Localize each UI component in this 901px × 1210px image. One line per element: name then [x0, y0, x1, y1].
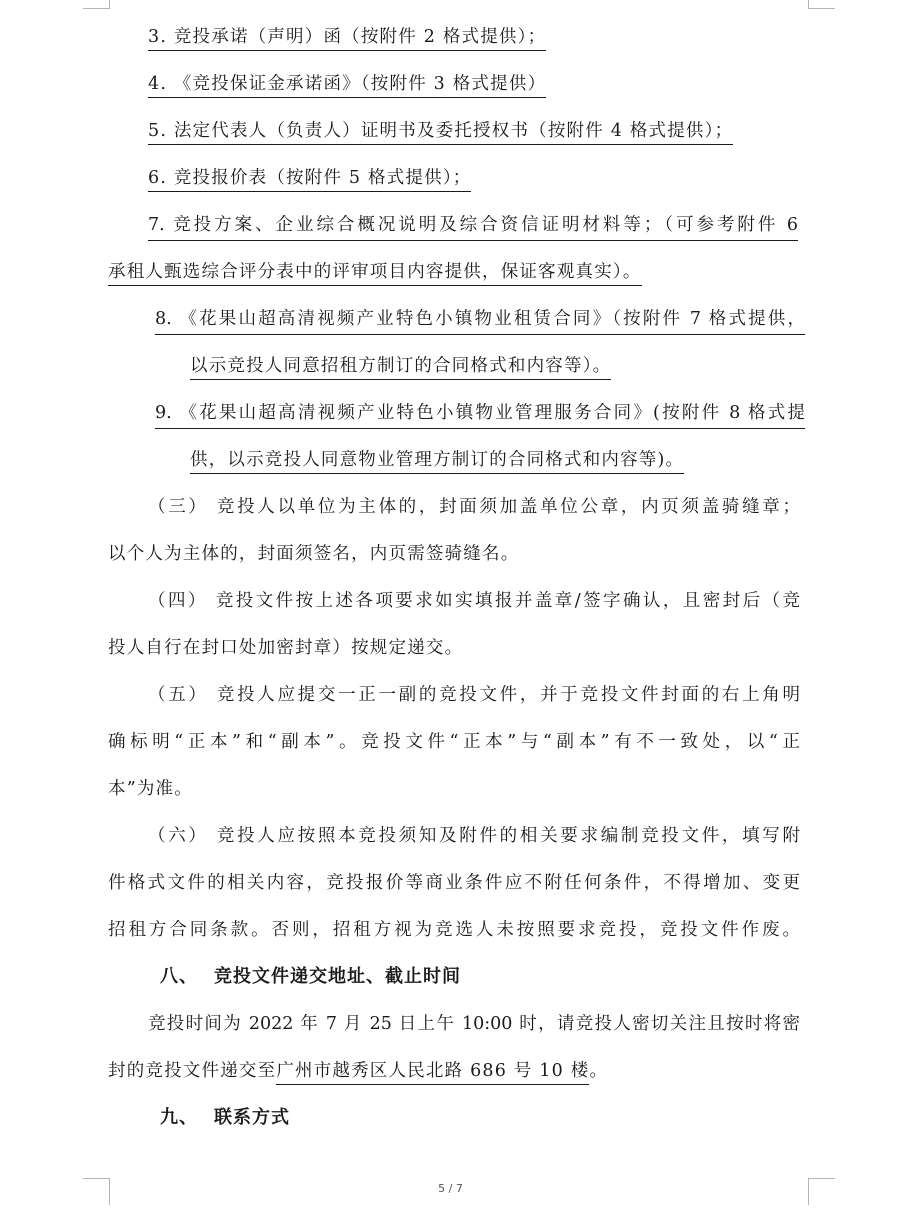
- paragraph-5-line-1: （五） 竞投人应提交一正一副的竞投文件，并于竞投文件封面的右上角明: [148, 685, 800, 705]
- list-item-6: 6. 竞投报价表（按附件 5 格式提供）；: [148, 168, 471, 192]
- section-8-heading: [160, 965, 461, 989]
- section-8-body-suffix: 。: [589, 1061, 609, 1081]
- paragraph-5-line-3: 本”为准。: [108, 779, 193, 799]
- crop-mark-top-right: [808, 0, 835, 9]
- section-8-body-prefix: 封的竞投文件递交至: [108, 1061, 277, 1081]
- section-8-title: 竞投文件递交地址、截止时间: [214, 966, 461, 987]
- list-item-4: 4. 《竞投保证金承诺函》（按附件 3 格式提供）: [148, 74, 546, 98]
- section-8-number: 八、: [160, 966, 198, 987]
- section-9-number: 九、: [160, 1107, 198, 1128]
- list-item-5: 5. 法定代表人（负责人）证明书及委托授权书（按附件 4 格式提供）；: [148, 121, 733, 145]
- submission-address: 广州市越秀区人民北路 686 号 10 楼: [276, 1061, 589, 1085]
- list-item-8-line-1: 8. 《花果山超高清视频产业特色小镇物业租赁合同》（按附件 7 格式提供，: [155, 307, 805, 335]
- paragraph-3-line-1: （三） 竞投人以单位为主体的，封面须加盖单位公章，内页须盖骑缝章；: [148, 497, 800, 517]
- paragraph-6-line-3: 招租方合同条款。否则，招租方视为竞选人未按照要求竞投，竞投文件作废。: [108, 920, 800, 940]
- paragraph-3-line-2: 以个人为主体的，封面须签名，内页需签骑缝名。: [108, 544, 520, 564]
- paragraph-6-line-2: 件格式文件的相关内容，竞投报价等商业条件应不附任何条件，不得增加、变更: [108, 873, 800, 893]
- crop-mark-top-left: [83, 0, 110, 9]
- section-9-heading: [160, 1106, 290, 1130]
- paragraph-5-line-2: 确标明“正本”和“副本”。竞投文件“正本”与“副本”有不一致处，以“正: [108, 732, 800, 752]
- list-item-3: 3. 竞投承诺（声明）函（按附件 2 格式提供）；: [148, 27, 546, 51]
- paragraph-6-line-1: （六） 竞投人应按照本竞投须知及附件的相关要求编制竞投文件，填写附: [148, 826, 800, 846]
- section-8-body-line-1: 竞投时间为 2022 年 7 月 25 日上午 10:00 时，请竞投人密切关注且按时将密: [148, 1014, 800, 1034]
- list-item-9-line-1: 9. 《花果山超高清视频产业特色小镇物业管理服务合同》(按附件 8 格式提: [155, 401, 805, 429]
- paragraph-4-line-2: 投人自行在封口处加密封章）按规定递交。: [108, 638, 464, 658]
- page-number: 5 / 7: [438, 1182, 463, 1195]
- list-item-7-line-1: 7. 竞投方案、企业综合概况说明及综合资信证明材料等；（可参考附件 6: [148, 213, 798, 241]
- list-item-9-line-2: 供，以示竞投人同意物业管理方制订的合同格式和内容等)。: [190, 450, 684, 474]
- section-9-title: 联系方式: [214, 1107, 290, 1128]
- list-item-8-line-2: 以示竞投人同意招租方制订的合同格式和内容等）。: [190, 356, 611, 380]
- paragraph-4-line-1: （四） 竞投文件按上述各项要求如实填报并盖章/签字确认，且密封后（竞: [148, 591, 800, 611]
- list-item-7-line-2: 承租人甄选综合评分表中的评审项目内容提供，保证客观真实）。: [108, 262, 642, 286]
- section-8-body-line-2: [108, 1059, 608, 1083]
